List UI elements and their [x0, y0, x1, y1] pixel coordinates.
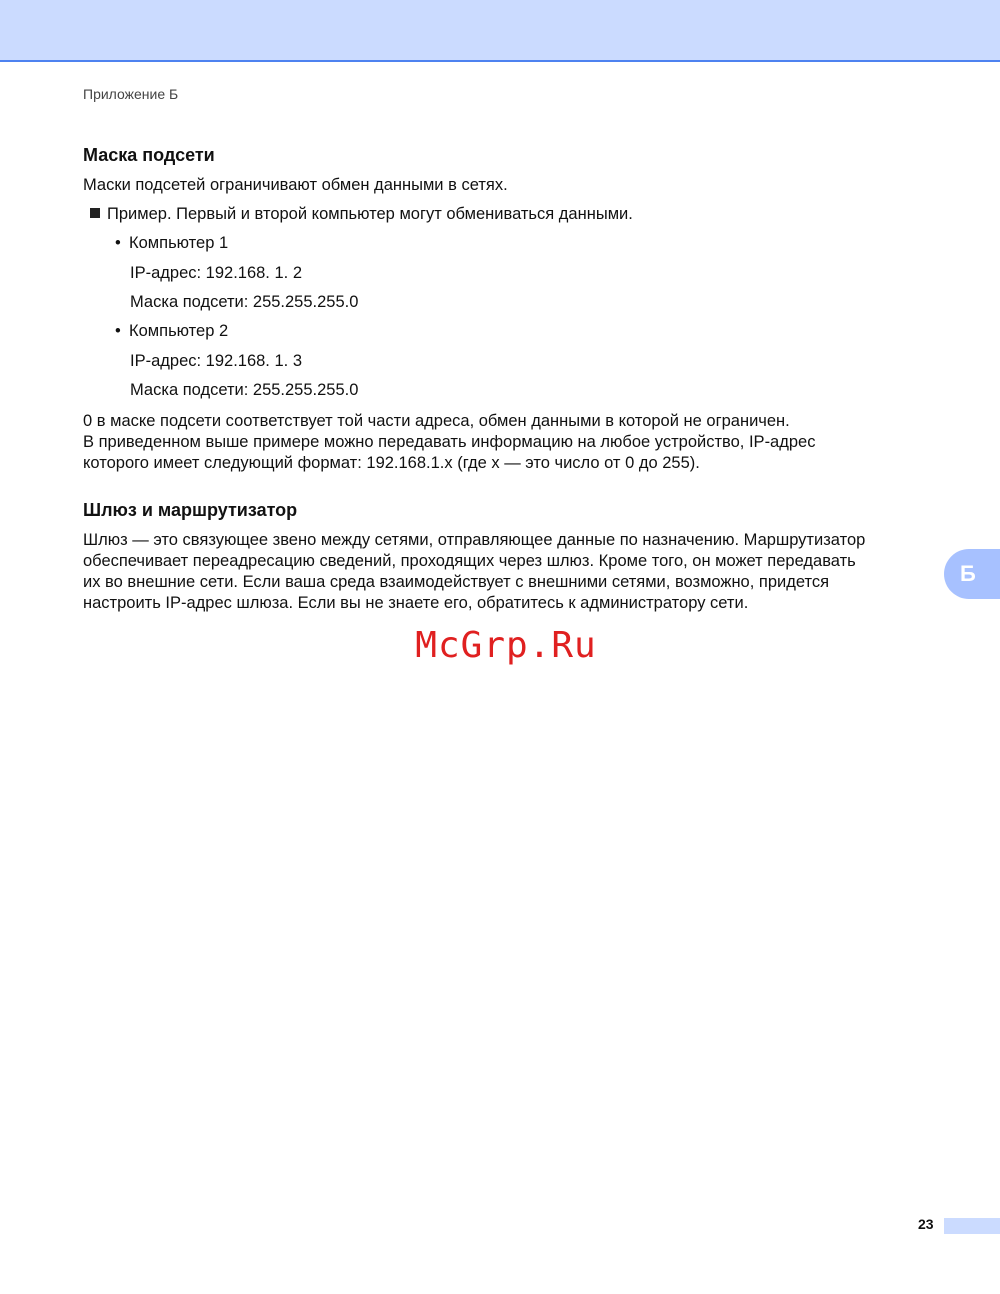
bullet-dot-icon: •: [115, 234, 121, 252]
page-number: 23: [918, 1216, 934, 1232]
header-band: [0, 0, 1000, 62]
subnet-heading: Маска подсети: [83, 145, 215, 165]
computer1-ip: IP-адрес: 192.168. 1. 2: [130, 264, 302, 282]
bullet-dot-icon: •: [115, 322, 121, 340]
computer1-item: [115, 233, 228, 255]
subnet-note-line: 0 в маске подсети соответствует той части адреса, обмен данными в которой не ограничен.: [83, 412, 790, 430]
square-bullet-icon: [90, 208, 100, 218]
computer2-mask: Маска подсети: 255.255.255.0: [130, 381, 359, 399]
computer1-name: Компьютер 1: [129, 234, 229, 252]
example-item: [90, 204, 633, 226]
example-text: Пример. Первый и второй компьютер могут обмениваться данными.: [107, 205, 633, 223]
computer1-mask: Маска подсети: 255.255.255.0: [130, 293, 359, 311]
computer2-name: Компьютер 2: [129, 322, 229, 340]
computer2-ip: IP-адрес: 192.168. 1. 3: [130, 352, 302, 370]
chapter-tab-letter: Б: [960, 561, 976, 586]
gateway-line: настроить IP-адрес шлюза. Если вы не знаете его, обратитесь к администратору сети.: [83, 594, 749, 612]
subnet-intro: Маски подсетей ограничивают обмен данными в сетях.: [83, 176, 508, 194]
gateway-heading: Шлюз и маршрутизатор: [83, 500, 298, 520]
section-label: Приложение Б: [83, 86, 179, 102]
subnet-note-line: которого имеет следующий формат: 192.168.1.x (где x — это число от 0 до 255).: [83, 454, 700, 472]
computer2-item: [115, 321, 228, 343]
gateway-line: обеспечивает переадресацию сведений, проходящих через шлюз. Кроме того, он может передавать: [83, 552, 856, 570]
gateway-line: их во внешние сети. Если ваша среда взаимодействует с внешними сетями, возможно, придется: [83, 573, 830, 591]
chapter-tab: [944, 549, 1000, 599]
gateway-line: Шлюз — это связующее звено между сетями, отправляющее данные по назначению. Маршрутизатор: [83, 531, 866, 549]
watermark: McGrp.Ru: [415, 625, 597, 666]
subnet-note-line: В приведенном выше примере можно передавать информацию на любое устройство, IP-адрес: [83, 433, 816, 451]
page-number-bar: [944, 1218, 1000, 1234]
